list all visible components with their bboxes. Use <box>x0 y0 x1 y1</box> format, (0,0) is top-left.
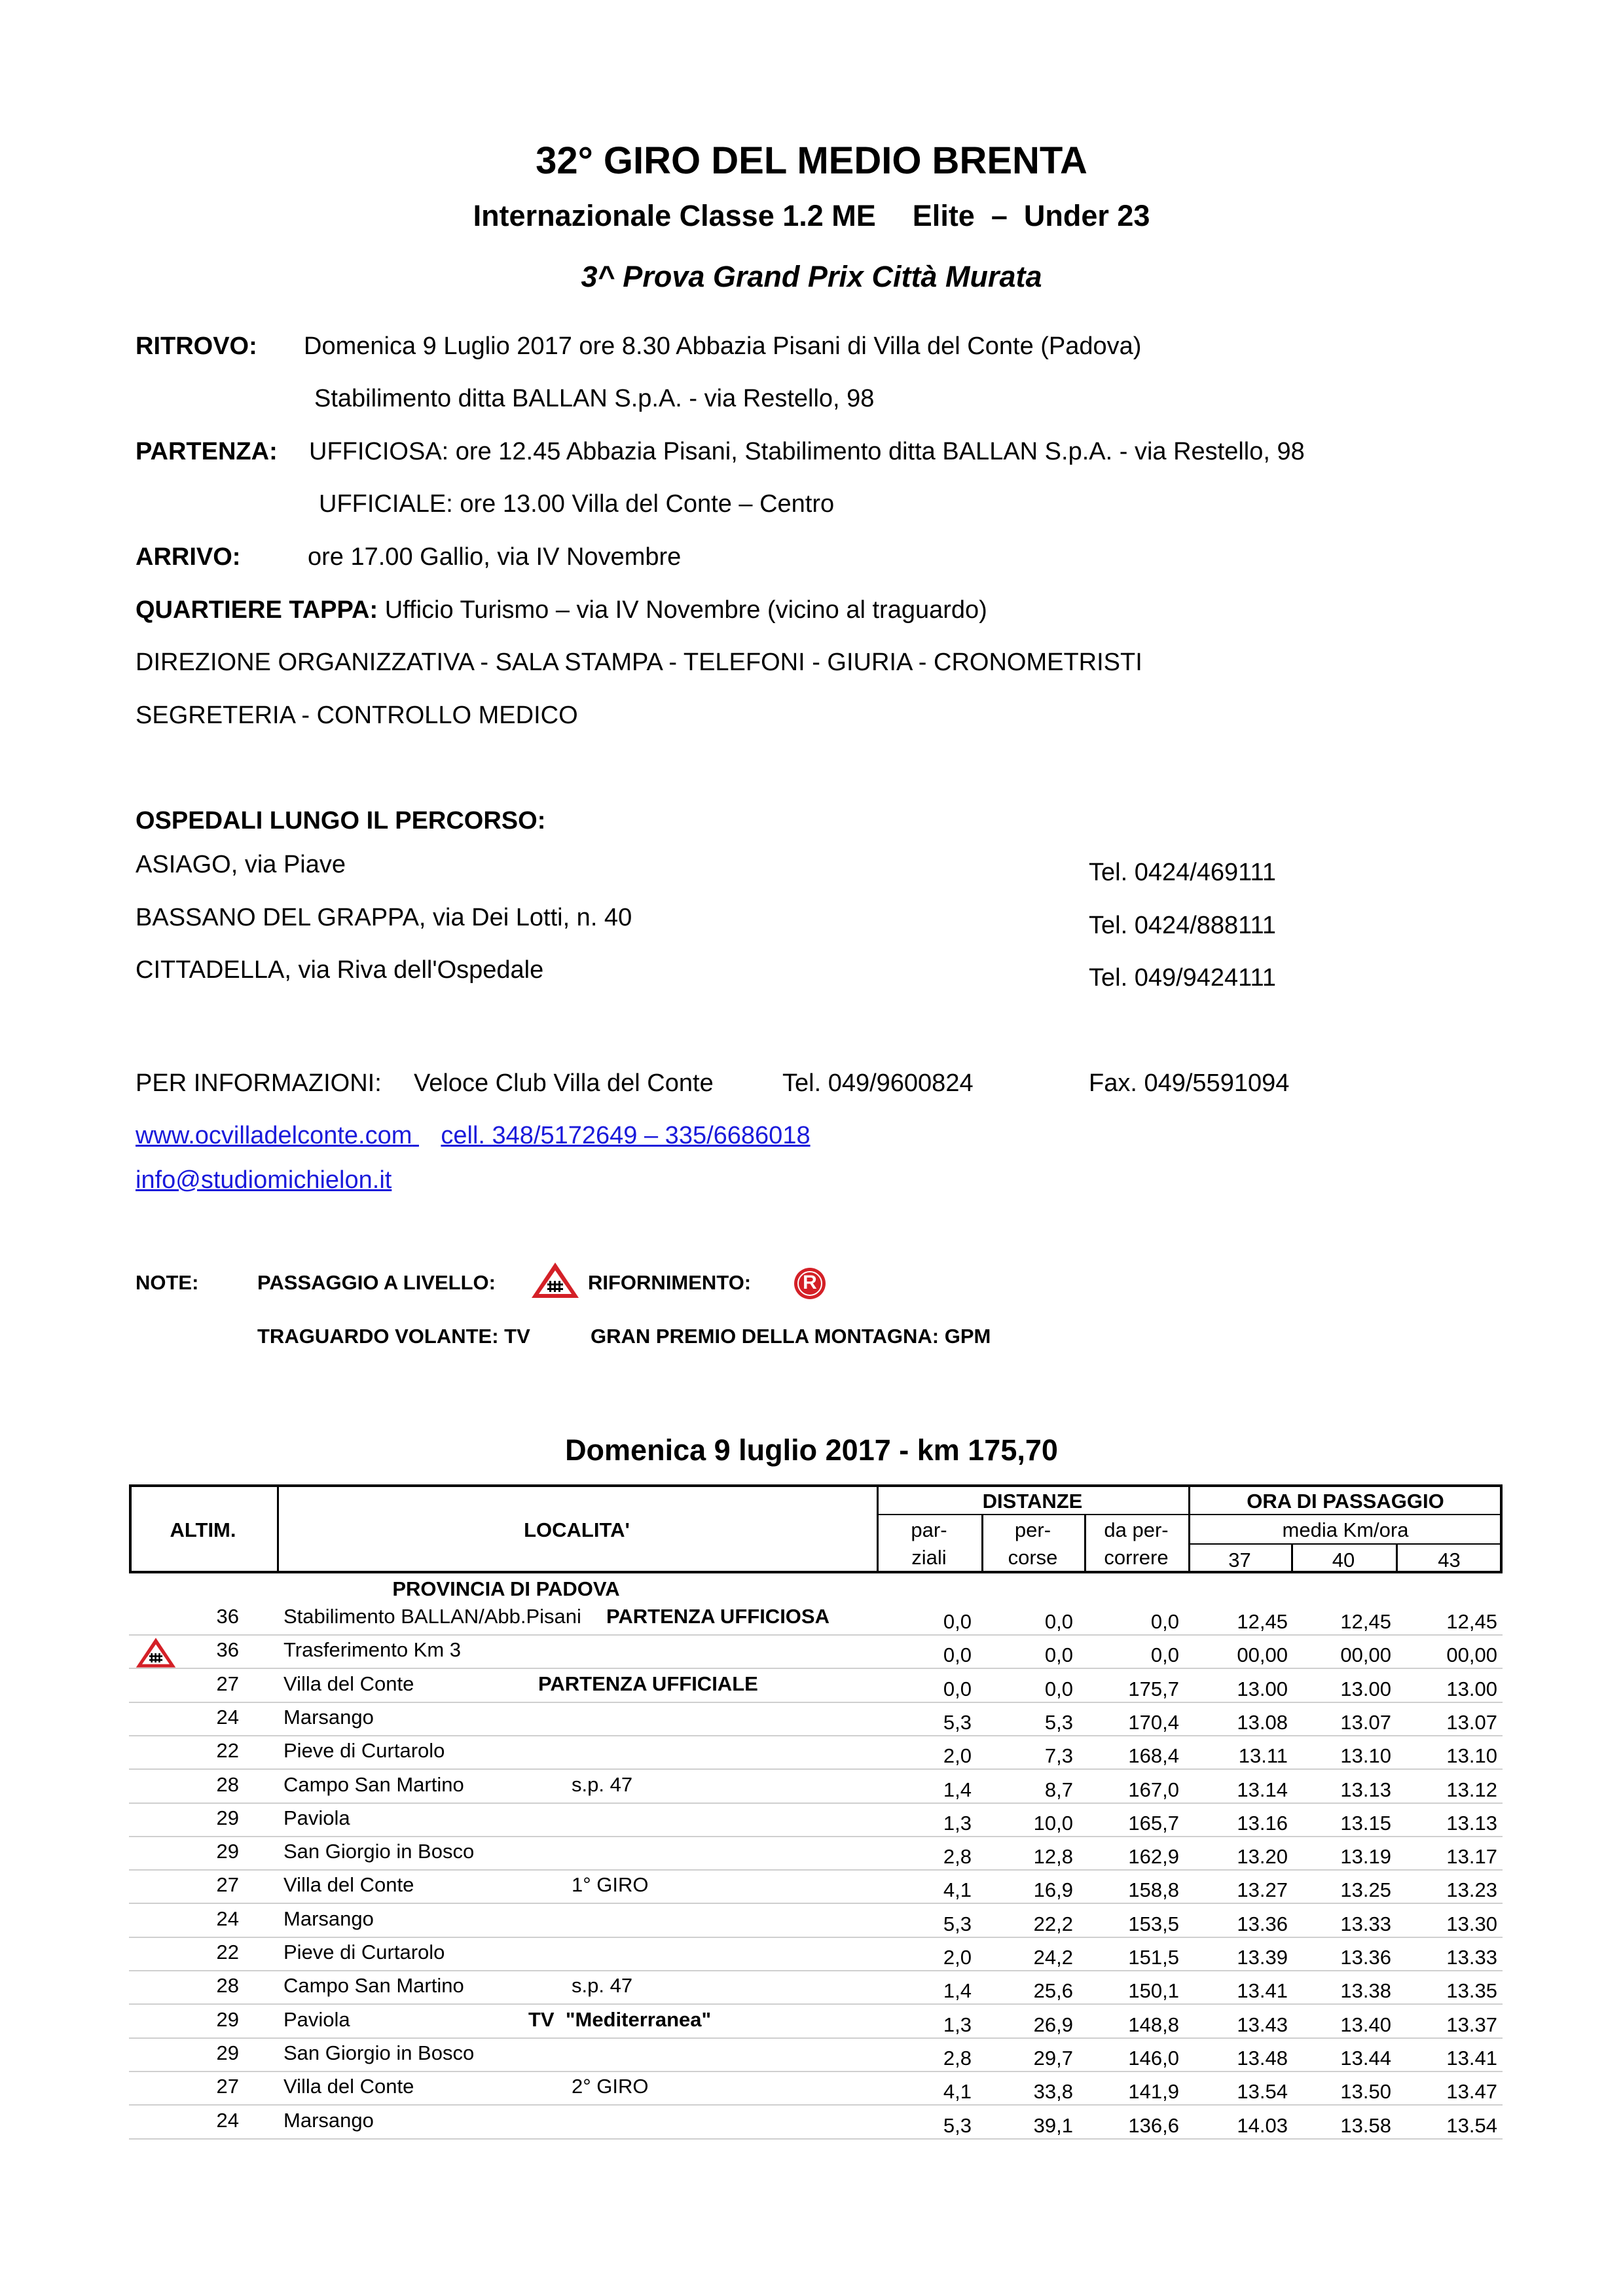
cell-percorse: 10,0 <box>1033 1812 1073 1835</box>
cell-percorse: 39,1 <box>1033 2114 1073 2137</box>
cell-time-40: 13.36 <box>1340 1946 1391 1969</box>
row-separator <box>129 1903 1503 1904</box>
cell-percorse: 8,7 <box>1044 1778 1073 1801</box>
table-row <box>129 1938 1503 1971</box>
cell-time-40: 13.15 <box>1340 1812 1391 1835</box>
cell-link[interactable]: cell. 348/5172649 – 335/6686018 <box>441 1122 811 1149</box>
cell-localita: Paviola <box>283 2008 350 2031</box>
note-label: NOTE: <box>136 1271 199 1294</box>
cell-localita: Villa del Conte <box>283 2075 414 2098</box>
cell-percorse: 12,8 <box>1033 1845 1073 1868</box>
cell-parziali: 1,4 <box>943 1979 972 2002</box>
table-row <box>129 1602 1503 1636</box>
cell-time-40: 00,00 <box>1340 1643 1391 1666</box>
cell-altitude: 24 <box>216 2109 239 2132</box>
partenza-line-1: UFFICIOSA: ore 12.45 Abbazia Pisani, Stabilimento ditta BALLAN S.p.A. - via Restello, 98 <box>309 438 1305 465</box>
level-crossing-icon <box>133 1636 179 1670</box>
cell-altitude: 28 <box>216 1974 239 1997</box>
header-ora-passaggio: ORA DI PASSAGGIO <box>1247 1490 1444 1513</box>
cell-parziali: 5,3 <box>943 2114 972 2137</box>
header-speed-37: 37 <box>1228 1549 1251 1571</box>
website-link[interactable]: www.ocvilladelconte.com <box>136 1122 412 1149</box>
cell-nota: s.p. 47 <box>572 1773 633 1796</box>
cell-time-43: 13.35 <box>1446 1979 1497 2002</box>
cell-parziali: 2,8 <box>943 2047 972 2070</box>
cell-altitude: 22 <box>216 1739 239 1762</box>
cell-da-percorrere: 0,0 <box>1150 1610 1179 1633</box>
cell-parziali: 1,3 <box>943 1812 972 1835</box>
cell-nota: s.p. 47 <box>572 1974 633 1997</box>
cell-percorse: 0,0 <box>1044 1610 1073 1633</box>
cell-time-43: 13.12 <box>1446 1778 1497 1801</box>
rifornimento-label: RIFORNIMENTO: <box>588 1271 752 1294</box>
cell-localita: Campo San Martino <box>283 1773 464 1796</box>
cell-altitude: 29 <box>216 1806 239 1829</box>
cell-time-40: 13.50 <box>1340 2080 1391 2103</box>
cell-altitude: 29 <box>216 1840 239 1863</box>
refuel-icon <box>794 1268 826 1299</box>
table-row <box>129 1770 1503 1804</box>
quartiere-tappa <box>136 596 987 624</box>
gran-premio-montagna: GRAN PREMIO DELLA MONTAGNA: GPM <box>591 1325 991 1348</box>
cell-altitude: 27 <box>216 2075 239 2098</box>
quartiere-text: Ufficio Turismo – via IV Novembre (vicino al traguardo) <box>384 596 987 624</box>
cell-time-43: 13.23 <box>1446 1878 1497 1901</box>
cell-time-43: 13.00 <box>1446 1677 1497 1700</box>
cell-altitude: 29 <box>216 2041 239 2064</box>
header-parziali-2: ziali <box>911 1546 947 1569</box>
cell-da-percorrere: 165,7 <box>1128 1812 1179 1835</box>
cell-percorse: 7,3 <box>1044 1744 1073 1767</box>
cell-da-percorrere: 168,4 <box>1128 1744 1179 1767</box>
row-separator <box>129 2104 1503 2106</box>
partenza-line-2: UFFICIALE: ore 13.00 Villa del Conte – Centro <box>319 490 835 518</box>
ospedale-name: BASSANO DEL GRAPPA, via Dei Lotti, n. 40 <box>136 904 632 931</box>
cell-time-43: 12,45 <box>1446 1610 1497 1633</box>
cell-localita: Marsango <box>283 1907 374 1930</box>
arrivo-text: ore 17.00 Gallio, via IV Novembre <box>308 543 682 571</box>
club-name: Veloce Club Villa del Conte <box>414 1069 714 1097</box>
header-speed-40: 40 <box>1332 1549 1355 1571</box>
row-separator <box>129 1668 1503 1669</box>
cell-time-37: 13.39 <box>1237 1946 1288 1969</box>
header-percorse-2: corse <box>1008 1546 1058 1569</box>
cell-time-40: 13.40 <box>1340 2013 1391 2036</box>
cell-time-43: 13.33 <box>1446 1946 1497 1969</box>
cell-da-percorrere: 162,9 <box>1128 1845 1179 1868</box>
cell-parziali: 0,0 <box>943 1610 972 1633</box>
cell-altitude: 27 <box>216 1672 239 1695</box>
header-localita: LOCALITA' <box>524 1518 630 1541</box>
cell-localita: Marsango <box>283 1706 374 1729</box>
cell-altitude: 22 <box>216 1941 239 1964</box>
cell-time-37: 00,00 <box>1237 1643 1288 1666</box>
header-media: media Km/ora <box>1282 1518 1409 1541</box>
table-row <box>129 1905 1503 1938</box>
cell-time-37: 13.27 <box>1237 1878 1288 1901</box>
section-provincia: PROVINCIA DI PADOVA <box>392 1577 620 1600</box>
cell-time-40: 12,45 <box>1340 1610 1391 1633</box>
cell-nota: PARTENZA UFFICIALE <box>538 1672 758 1695</box>
cell-da-percorrere: 136,6 <box>1128 2114 1179 2137</box>
cell-parziali: 1,3 <box>943 2013 972 2036</box>
cell-time-43: 13.13 <box>1446 1812 1497 1835</box>
cell-time-43: 13.30 <box>1446 1912 1497 1935</box>
cell-localita: Villa del Conte <box>283 1672 414 1695</box>
cell-time-37: 13.11 <box>1238 1744 1288 1767</box>
cell-altitude: 29 <box>216 2008 239 2031</box>
cell-da-percorrere: 167,0 <box>1128 1778 1179 1801</box>
table-row <box>129 1636 1503 1669</box>
cell-parziali: 0,0 <box>943 1643 972 1666</box>
cell-da-percorrere: 153,5 <box>1128 1912 1179 1935</box>
traguardo-volante: TRAGUARDO VOLANTE: TV <box>257 1325 530 1348</box>
table-row <box>129 2005 1503 2039</box>
partenza-label: PARTENZA: <box>136 438 278 465</box>
ritrovo-label: RITROVO: <box>136 332 257 360</box>
cell-time-37: 13.48 <box>1237 2047 1288 2070</box>
cell-altitude: 24 <box>216 1706 239 1729</box>
cell-percorse: 5,3 <box>1044 1711 1073 1734</box>
header-altim: ALTIM. <box>170 1518 236 1541</box>
cell-time-40: 13.00 <box>1340 1677 1391 1700</box>
cell-time-40: 13.38 <box>1340 1979 1391 2002</box>
cell-localita: Trasferimento Km 3 <box>283 1638 462 1661</box>
cell-percorse: 16,9 <box>1033 1878 1073 1901</box>
cell-time-40: 13.10 <box>1340 1744 1391 1767</box>
cell-percorse: 33,8 <box>1033 2080 1073 2103</box>
page-subtitle <box>0 199 1623 233</box>
cell-altitude: 24 <box>216 1907 239 1930</box>
cell-time-43: 13.17 <box>1446 1845 1497 1868</box>
cell-altitude: 27 <box>216 1873 239 1896</box>
cell-parziali: 2,0 <box>943 1744 972 1767</box>
email-link-wrap <box>136 1166 392 1194</box>
cell-da-percorrere: 0,0 <box>1150 1643 1179 1666</box>
cell-time-37: 13.08 <box>1237 1711 1288 1734</box>
club-tel: Tel. 049/9600824 <box>782 1069 974 1097</box>
row-separator <box>129 2003 1503 2005</box>
header-distanze: DISTANZE <box>982 1490 1083 1513</box>
cell-parziali: 2,0 <box>943 1946 972 1969</box>
header-speed-43: 43 <box>1438 1549 1461 1571</box>
arrivo-label: ARRIVO: <box>136 543 241 571</box>
cell-altitude: 28 <box>216 1773 239 1796</box>
ospedale-tel: Tel. 0424/469111 <box>1089 859 1276 886</box>
cell-altitude: 36 <box>216 1605 239 1628</box>
cell-da-percorrere: 146,0 <box>1128 2047 1179 2070</box>
cell-time-40: 13.13 <box>1340 1778 1391 1801</box>
table-row <box>129 1971 1503 2005</box>
cell-da-percorrere: 151,5 <box>1128 1946 1179 1969</box>
cell-localita: Paviola <box>283 1806 350 1829</box>
cell-time-43: 13.41 <box>1446 2047 1497 2070</box>
cell-parziali: 0,0 <box>943 1677 972 1700</box>
cell-time-40: 13.58 <box>1340 2114 1391 2137</box>
row-separator <box>129 2138 1503 2140</box>
passaggio-livello-label: PASSAGGIO A LIVELLO: <box>257 1271 496 1294</box>
cell-time-43: 13.47 <box>1446 2080 1497 2103</box>
table-row <box>129 1670 1503 1703</box>
cell-localita: San Giorgio in Bosco <box>283 1840 475 1863</box>
cell-time-37: 13.20 <box>1237 1845 1288 1868</box>
ospedale-tel: Tel. 049/9424111 <box>1089 964 1276 992</box>
cell-da-percorrere: 141,9 <box>1128 2080 1179 2103</box>
cell-percorse: 29,7 <box>1033 2047 1073 2070</box>
header-parziali-1: par- <box>911 1518 947 1541</box>
header-percorse-1: per- <box>1014 1518 1051 1541</box>
table-row <box>129 2106 1503 2140</box>
cell-time-37: 13.00 <box>1237 1677 1288 1700</box>
cell-time-40: 13.19 <box>1340 1845 1391 1868</box>
cell-time-37: 13.43 <box>1237 2013 1288 2036</box>
cell-localita: Marsango <box>283 2109 374 2132</box>
cell-time-37: 14.03 <box>1237 2114 1288 2137</box>
ospedale-name: ASIAGO, via Piave <box>136 851 346 878</box>
club-fax: Fax. 049/5591094 <box>1089 1069 1290 1097</box>
cell-time-40: 13.25 <box>1340 1878 1391 1901</box>
cell-nota: 2° GIRO <box>572 2075 649 2098</box>
info-label: PER INFORMAZIONI: <box>136 1069 382 1097</box>
table-row <box>129 1736 1503 1770</box>
cell-time-43: 13.10 <box>1446 1744 1497 1767</box>
cell-percorse: 24,2 <box>1033 1946 1073 1969</box>
page-title: 32° GIRO DEL MEDIO BRENTA <box>536 139 1087 182</box>
cell-percorse: 25,6 <box>1033 1979 1073 2002</box>
cell-percorse: 0,0 <box>1044 1643 1073 1666</box>
cell-time-43: 13.37 <box>1446 2013 1497 2036</box>
ospedale-tel: Tel. 0424/888111 <box>1089 912 1276 939</box>
refuel-icon-letter: R <box>803 1272 817 1293</box>
table-title: Domenica 9 luglio 2017 - km 175,70 <box>565 1433 1058 1467</box>
cell-da-percorrere: 170,4 <box>1128 1711 1179 1734</box>
cell-nota: TV "Mediterranea" <box>528 2008 712 2031</box>
table-row <box>129 1703 1503 1736</box>
cell-percorse: 26,9 <box>1033 2013 1073 2036</box>
cell-time-37: 13.41 <box>1237 1979 1288 2002</box>
cell-localita: San Giorgio in Bosco <box>283 2041 475 2064</box>
contact-links <box>136 1122 811 1150</box>
ospedale-name: CITTADELLA, via Riva dell'Ospedale <box>136 956 544 984</box>
subtitle-classe: Internazionale Classe 1.2 ME <box>473 199 876 232</box>
ritrovo-line-2: Stabilimento ditta BALLAN S.p.A. - via Restello, 98 <box>314 385 875 412</box>
cell-time-37: 12,45 <box>1237 1610 1288 1633</box>
table-row <box>129 1871 1503 1904</box>
cell-da-percorrere: 150,1 <box>1128 1979 1179 2002</box>
ospedali-heading: OSPEDALI LUNGO IL PERCORSO: <box>136 807 546 834</box>
link-gap <box>412 1122 441 1150</box>
subtitle-categoria: Elite – Under 23 <box>912 199 1150 232</box>
cell-time-37: 13.14 <box>1237 1778 1288 1801</box>
cell-percorse: 0,0 <box>1044 1677 1073 1700</box>
cell-parziali: 4,1 <box>943 2080 972 2103</box>
cell-localita: Villa del Conte <box>283 1873 414 1896</box>
header-da-percorrere-1: da per- <box>1104 1518 1169 1541</box>
cell-time-40: 13.33 <box>1340 1912 1391 1935</box>
cell-parziali: 5,3 <box>943 1912 972 1935</box>
email-link[interactable]: info@studiomichielon.it <box>136 1166 392 1194</box>
cell-localita: Campo San Martino <box>283 1974 464 1997</box>
cell-parziali: 5,3 <box>943 1711 972 1734</box>
table-row <box>129 1837 1503 1871</box>
cell-time-37: 13.16 <box>1237 1812 1288 1835</box>
cell-time-43: 13.07 <box>1446 1711 1497 1734</box>
cell-time-37: 13.36 <box>1237 1912 1288 1935</box>
direzione-text: DIREZIONE ORGANIZZATIVA - SALA STAMPA - TELEFONI - GIURIA - CRONOMETRISTI <box>136 649 1142 676</box>
header-da-percorrere-2: correre <box>1104 1546 1169 1569</box>
cell-localita: Pieve di Curtarolo <box>283 1941 445 1964</box>
row-separator <box>129 1768 1503 1770</box>
cell-localita: Stabilimento BALLAN/Abb.Pisani <box>283 1605 581 1628</box>
cell-parziali: 1,4 <box>943 1778 972 1801</box>
level-crossing-icon <box>529 1260 581 1300</box>
cell-time-40: 13.44 <box>1340 2047 1391 2070</box>
cell-da-percorrere: 158,8 <box>1128 1878 1179 1901</box>
table-row <box>129 2072 1503 2106</box>
table-row <box>129 2039 1503 2072</box>
page-subtitle-gp: 3^ Prova Grand Prix Città Murata <box>581 260 1042 293</box>
cell-nota: PARTENZA UFFICIOSA <box>606 1605 830 1628</box>
ritrovo-line-1: Domenica 9 Luglio 2017 ore 8.30 Abbazia Pisani di Villa del Conte (Padova) <box>304 332 1142 360</box>
cell-percorse: 22,2 <box>1033 1912 1073 1935</box>
table-row <box>129 1804 1503 1837</box>
cell-time-37: 13.54 <box>1237 2080 1288 2103</box>
cell-time-43: 13.54 <box>1446 2114 1497 2137</box>
segreteria-text: SEGRETERIA - CONTROLLO MEDICO <box>136 702 578 729</box>
cell-time-43: 00,00 <box>1446 1643 1497 1666</box>
cell-altitude: 36 <box>216 1638 239 1661</box>
cell-nota: 1° GIRO <box>572 1873 649 1896</box>
cell-parziali: 4,1 <box>943 1878 972 1901</box>
cell-time-40: 13.07 <box>1340 1711 1391 1734</box>
cell-da-percorrere: 175,7 <box>1128 1677 1179 1700</box>
cell-da-percorrere: 148,8 <box>1128 2013 1179 2036</box>
cell-parziali: 2,8 <box>943 1845 972 1868</box>
quartiere-label: QUARTIERE TAPPA: <box>136 596 378 624</box>
cell-localita: Pieve di Curtarolo <box>283 1739 445 1762</box>
